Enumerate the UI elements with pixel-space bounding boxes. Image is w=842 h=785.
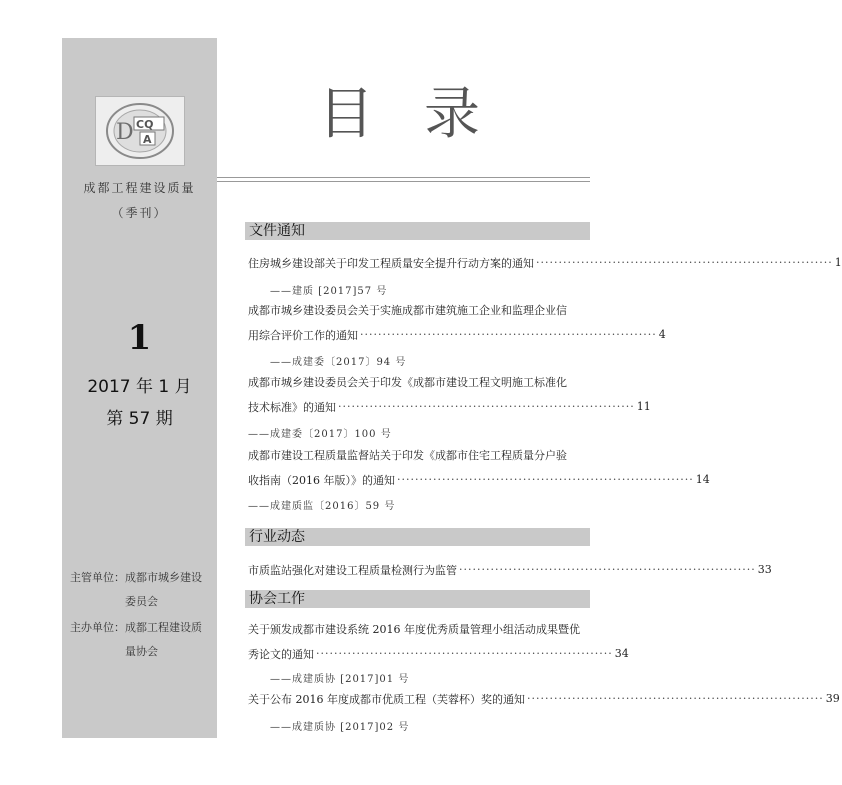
leader-dots: ·································································· xyxy=(527,692,824,705)
toc-entry-title-cont: 用综合评价工作的通知 xyxy=(248,328,358,342)
toc-entry-title-cont: 秀论文的通知 xyxy=(248,647,314,661)
doc-number: ——建质 [2017]57 号 xyxy=(270,286,388,297)
toc-entry-title: 成都市建设工程质量监督站关于印发《成都市住宅工程质量分户验 xyxy=(248,448,567,462)
toc-entry[interactable] xyxy=(248,557,772,582)
toc-entry[interactable] xyxy=(248,616,629,666)
doc-number: ——成建委〔2017〕94 号 xyxy=(270,357,407,368)
toc-entry[interactable] xyxy=(248,686,840,711)
organizer-info xyxy=(70,616,210,664)
doc-number: ——成建质协 [2017]02 号 xyxy=(270,722,410,733)
toc-entry-title: 成都市城乡建设委员会关于印发《成都市建设工程文明施工标准化 xyxy=(248,375,567,389)
doc-number: ——成建质监〔2016〕59 号 xyxy=(248,501,396,512)
toc-entry-title: 住房城乡建设部关于印发工程质量安全提升行动方案的通知 xyxy=(248,256,534,270)
toc-entry-title: 成都市城乡建设委员会关于实施成都市建筑施工企业和监理企业信 xyxy=(248,303,567,317)
organizer-label: 主办单位： xyxy=(70,621,125,634)
toc-entry-title: 关于公布 2016 年度成都市优质工程（芙蓉杯）奖的通知 xyxy=(248,692,525,706)
toc-page-number: 14 xyxy=(695,473,710,486)
sponsor-label: 主管单位： xyxy=(70,571,125,584)
section-header-notices xyxy=(245,222,590,240)
organizer-value: 成都工程建设质量协会 xyxy=(125,621,202,658)
toc-entry-title-cont: 技术标准》的通知 xyxy=(248,400,336,414)
section-title: 协会工作 xyxy=(249,591,305,607)
logo-letter-a: A xyxy=(143,133,152,146)
toc-entry[interactable] xyxy=(248,297,666,347)
sponsor-info xyxy=(70,566,210,614)
toc-entry[interactable] xyxy=(248,250,842,275)
cover-sidebar xyxy=(62,38,217,738)
toc-page-number: 33 xyxy=(757,563,772,576)
logo-letter-cq: CQ xyxy=(136,118,154,131)
toc-page-number: 4 xyxy=(658,328,666,341)
leader-dots: ·································································· xyxy=(316,647,613,660)
section-header-association xyxy=(245,590,590,608)
title-rule-top xyxy=(217,177,590,178)
toc-entry-title: 市质监站强化对建设工程质量检测行为监管 xyxy=(248,563,457,577)
toc-entry-title: 关于颁发成都市建设系统 2016 年度优秀质量管理小组活动成果暨优 xyxy=(248,622,580,636)
doc-number: ——成建质协 [2017]01 号 xyxy=(270,674,410,685)
leader-dots: ·································································· xyxy=(459,563,756,576)
toc-entry[interactable] xyxy=(248,369,651,419)
leader-dots: ·································································· xyxy=(536,256,833,269)
title-rule-bottom xyxy=(217,181,590,182)
issue-period: 第 57 期 xyxy=(106,409,173,429)
issue-number: 1 xyxy=(127,318,152,358)
logo-letter-d: D xyxy=(116,120,134,145)
toc-entry[interactable] xyxy=(248,442,710,492)
magazine-frequency: （季刊） xyxy=(111,206,168,220)
leader-dots: ·································································· xyxy=(360,328,657,341)
dcqa-logo xyxy=(95,96,185,166)
section-title: 文件通知 xyxy=(249,223,305,239)
toc-page-number: 34 xyxy=(614,647,629,660)
sponsor-value: 成都市城乡建设委员会 xyxy=(125,571,202,608)
doc-number: ——成建委〔2017〕100 号 xyxy=(248,429,392,440)
issue-date: 2017 年 1 月 xyxy=(87,377,192,397)
magazine-name: 成都工程建设质量 xyxy=(83,181,196,195)
toc-page-number: 11 xyxy=(636,400,651,413)
toc-entry-title-cont: 收指南（2016 年版）》的通知 xyxy=(248,473,395,487)
section-header-industry xyxy=(245,528,590,546)
leader-dots: ·································································· xyxy=(338,400,635,413)
leader-dots: ·································································· xyxy=(397,473,694,486)
page-title: 目录 xyxy=(318,82,530,147)
section-title: 行业动态 xyxy=(249,529,305,545)
toc-page-number: 1 xyxy=(834,256,842,269)
toc-page-number: 39 xyxy=(825,692,840,705)
